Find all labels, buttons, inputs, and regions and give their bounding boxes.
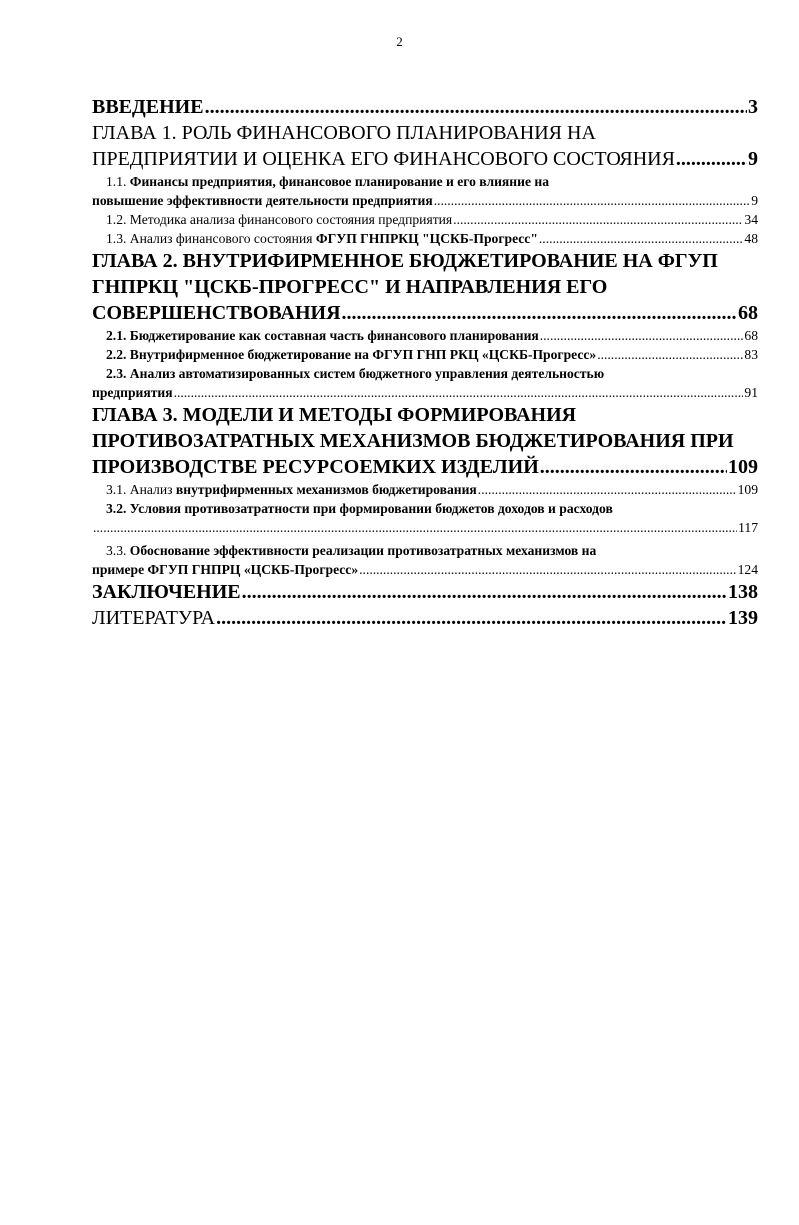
toc-title: Анализ финансового состояния bbox=[129, 231, 313, 246]
toc-title-line: ГЛАВА 1. РОЛЬ ФИНАНСОВОГО ПЛАНИРОВАНИЯ НА bbox=[92, 122, 596, 144]
page-number: 2 bbox=[396, 34, 403, 49]
toc-entry-section-3-2[interactable] bbox=[92, 499, 758, 537]
dot-leader bbox=[540, 326, 744, 345]
section-number: 2.2. bbox=[106, 347, 127, 362]
toc-page: 48 bbox=[744, 231, 758, 246]
toc-title-line: Условия противозатратности при формировании бюджетов доходов и расходов bbox=[129, 501, 613, 516]
toc-entry-section-1-3[interactable] bbox=[92, 229, 758, 248]
dot-leader bbox=[242, 579, 727, 605]
toc-page: 9 bbox=[748, 148, 758, 170]
toc-title-line: Анализ автоматизированных систем бюджетного управления деятельностью bbox=[129, 366, 605, 381]
toc-title-line: ГЛАВА 3. МОДЕЛИ И МЕТОДЫ ФОРМИРОВАНИЯ bbox=[92, 404, 577, 426]
section-number: 3.2. bbox=[106, 501, 127, 516]
dot-leader bbox=[359, 560, 736, 579]
section-number: 3.3. bbox=[106, 543, 127, 558]
toc-title-line: ГЛАВА 2. ВНУТРИФИРМЕННОЕ БЮДЖЕТИРОВАНИЕ НА ФГУП bbox=[92, 250, 718, 272]
toc-entry-section-3-3[interactable] bbox=[92, 541, 758, 579]
dot-leader bbox=[478, 480, 737, 499]
toc-page: 91 bbox=[744, 385, 758, 400]
toc-page: 139 bbox=[728, 607, 758, 629]
toc-entry-chapter-2[interactable] bbox=[92, 248, 758, 326]
section-number: 2.1. bbox=[106, 328, 127, 343]
dot-leader bbox=[597, 345, 743, 364]
section-number: 1.3. bbox=[106, 231, 127, 246]
toc-title-line: примере ФГУП ГНПРЦ «ЦСКБ-Прогресс» bbox=[92, 562, 359, 577]
table-of-contents bbox=[92, 94, 758, 631]
toc-entry-section-2-2[interactable] bbox=[92, 345, 758, 364]
toc-page: 109 bbox=[737, 482, 758, 497]
dot-leader bbox=[539, 229, 744, 248]
dot-leader bbox=[434, 191, 751, 210]
toc-title: ВВЕДЕНИЕ bbox=[92, 96, 204, 118]
section-number: 3.1. bbox=[106, 482, 127, 497]
toc-page: 124 bbox=[737, 562, 758, 577]
toc-title: Бюджетирование как составная часть финансового планирования bbox=[129, 328, 539, 343]
toc-title-bold: ФГУП ГНПРКЦ "ЦСКБ-Прогресс" bbox=[315, 231, 538, 246]
toc-entry-section-2-1[interactable] bbox=[92, 326, 758, 345]
toc-title: Методика анализа финансового состояния предприятия bbox=[129, 212, 453, 227]
dot-leader bbox=[540, 454, 727, 480]
toc-page: 117 bbox=[738, 520, 758, 535]
section-number: 1.1. bbox=[106, 174, 127, 189]
toc-page: 83 bbox=[744, 347, 758, 362]
toc-title: ЛИТЕРАТУРА bbox=[92, 607, 216, 629]
toc-title: Внутрифирменное бюджетирование на bbox=[129, 347, 369, 362]
toc-title-line: предприятия bbox=[92, 385, 173, 400]
dot-leader bbox=[342, 300, 737, 326]
toc-title-line: СОВЕРШЕНСТВОВАНИЯ bbox=[92, 302, 341, 324]
toc-entry-introduction[interactable] bbox=[92, 94, 758, 120]
section-number: 1.2. bbox=[106, 212, 127, 227]
dot-leader bbox=[93, 518, 737, 537]
toc-entry-section-1-2[interactable] bbox=[92, 210, 758, 229]
section-number: 2.3. bbox=[106, 366, 127, 381]
toc-entry-section-1-1[interactable] bbox=[92, 172, 758, 210]
toc-title-line: ПРОИЗВОДСТВЕ РЕСУРСОЕМКИХ ИЗДЕЛИЙ bbox=[92, 456, 539, 478]
toc-title-line: ПРЕДПРИЯТИИ И ОЦЕНКА ЕГО ФИНАНСОВОГО СОСТОЯНИЯ bbox=[92, 148, 675, 170]
toc-title-line: Обоснование эффективности реализации противозатратных механизмов на bbox=[129, 543, 597, 558]
toc-page: 68 bbox=[738, 302, 758, 324]
toc-entry-chapter-3[interactable] bbox=[92, 402, 758, 480]
dot-leader bbox=[453, 210, 743, 229]
toc-page: 34 bbox=[744, 212, 758, 227]
toc-title-line: повышение эффективности деятельности предприятия bbox=[92, 193, 433, 208]
dot-leader bbox=[216, 605, 727, 631]
toc-page: 68 bbox=[744, 328, 758, 343]
toc-entry-chapter-1[interactable] bbox=[92, 120, 758, 172]
toc-title-line: ГНПРКЦ "ЦСКБ-ПРОГРЕСС" И НАПРАВЛЕНИЯ ЕГО bbox=[92, 276, 608, 298]
toc-page: 109 bbox=[728, 456, 758, 478]
toc-title-bold: ФГУП ГНП РКЦ «ЦСКБ-Прогресс» bbox=[372, 347, 597, 362]
dot-leader bbox=[174, 383, 744, 402]
toc-entry-section-2-3[interactable] bbox=[92, 364, 758, 402]
toc-title-bold: внутрифирменных механизмов бюджетирования bbox=[175, 482, 477, 497]
dot-leader bbox=[205, 94, 747, 120]
toc-entry-literature[interactable] bbox=[92, 605, 758, 631]
toc-entry-section-3-1[interactable] bbox=[92, 480, 758, 499]
dot-leader bbox=[676, 146, 747, 172]
toc-page: 9 bbox=[751, 193, 758, 208]
toc-title: Анализ bbox=[129, 482, 173, 497]
toc-title: ЗАКЛЮЧЕНИЕ bbox=[92, 581, 241, 603]
toc-title-line: Финансы предприятия, финансовое планирование и его влияние на bbox=[129, 174, 550, 189]
toc-title-line: ПРОТИВОЗАТРАТНЫХ МЕХАНИЗМОВ БЮДЖЕТИРОВАНИЯ ПРИ bbox=[92, 430, 734, 452]
toc-entry-conclusion[interactable] bbox=[92, 579, 758, 605]
toc-page: 138 bbox=[728, 581, 758, 603]
toc-page: 3 bbox=[748, 96, 758, 118]
